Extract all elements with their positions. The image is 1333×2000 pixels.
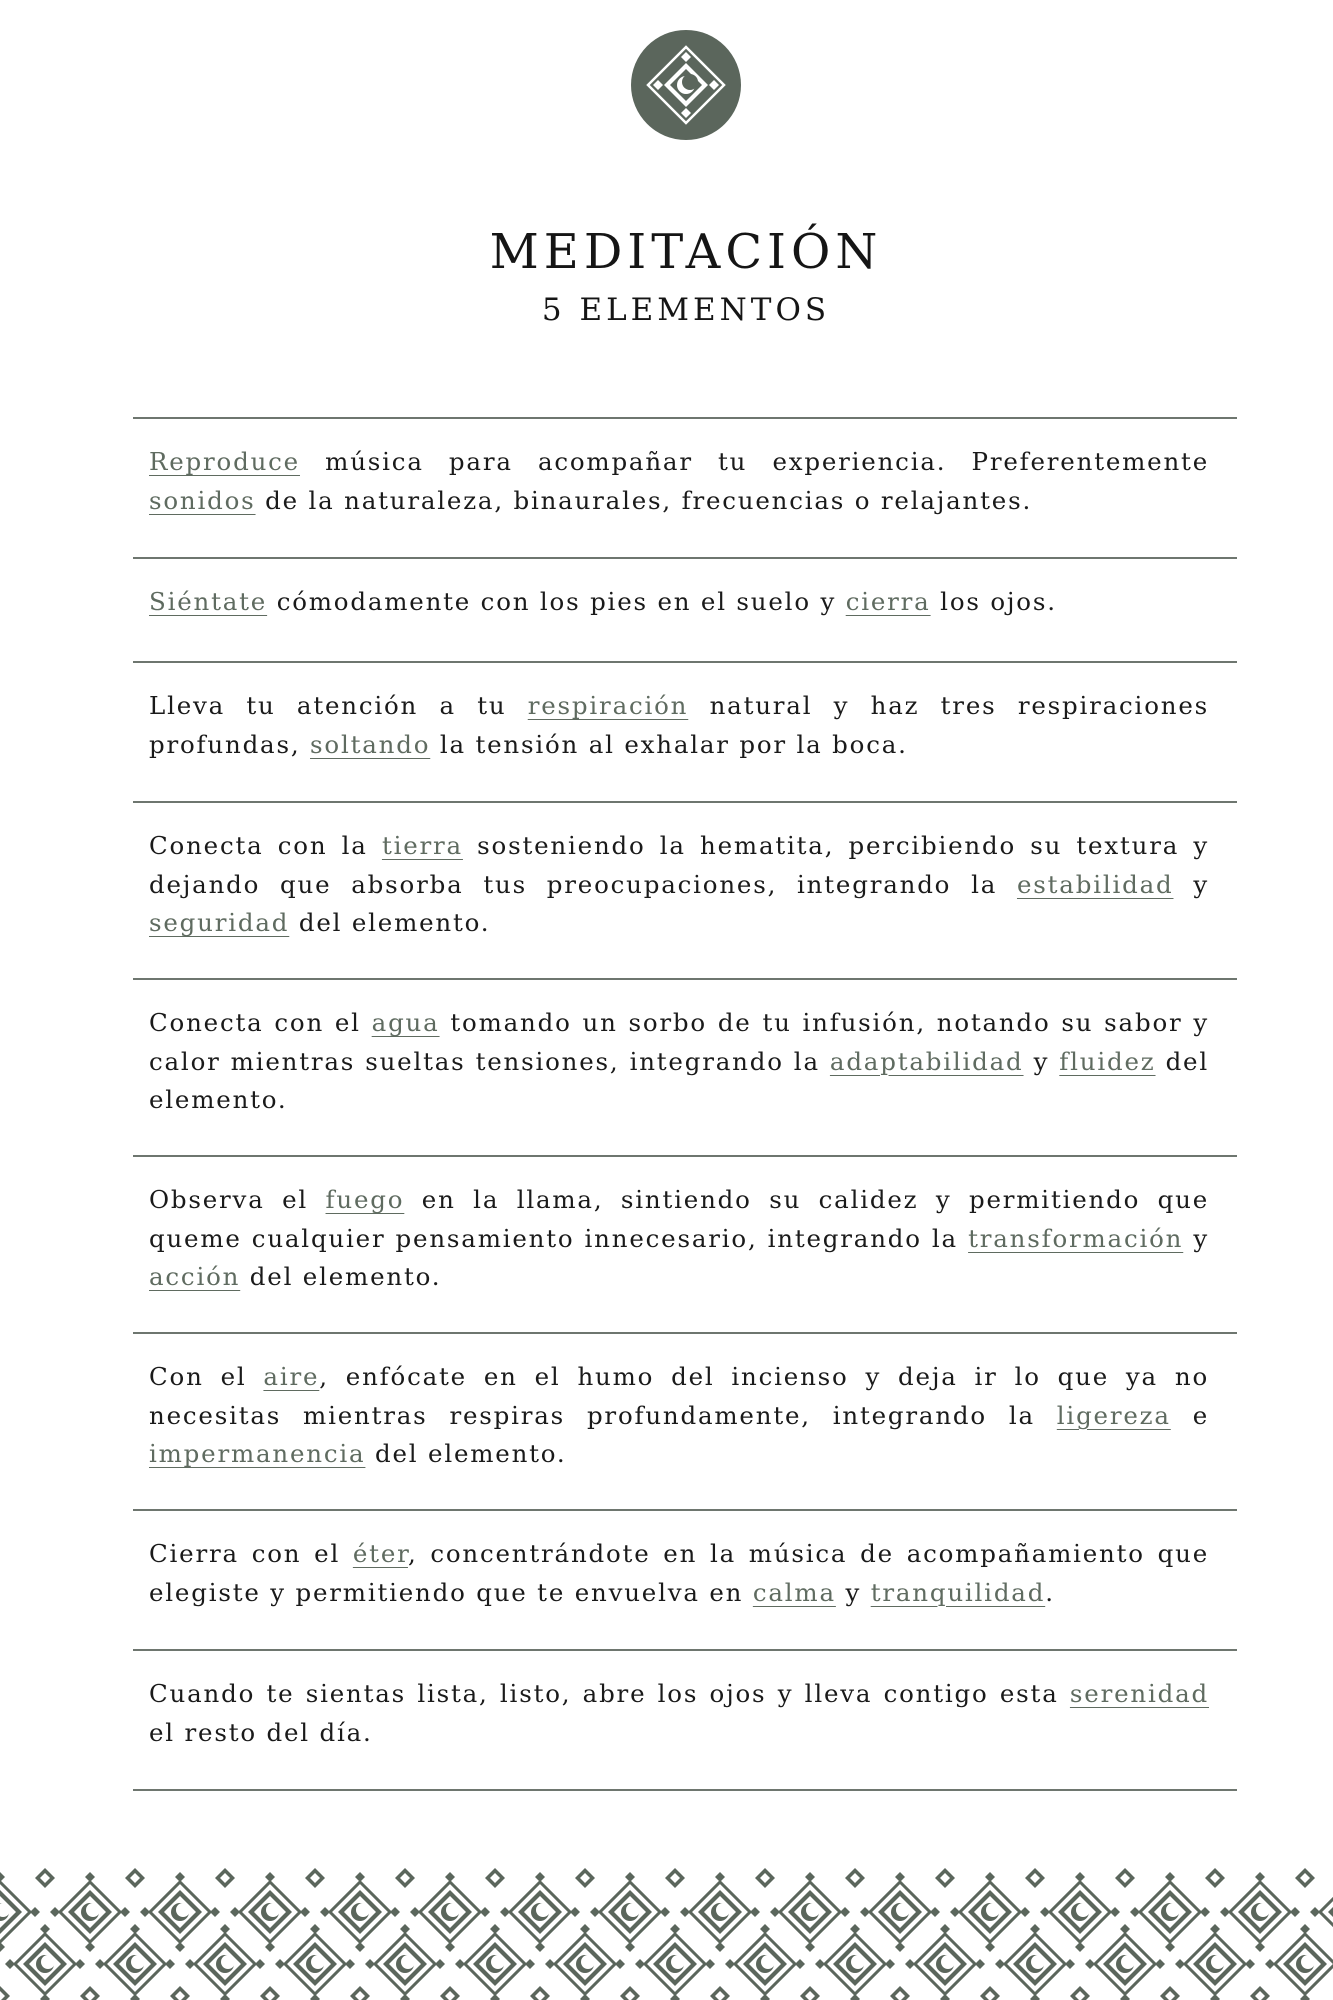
step-text — [149, 687, 1209, 764]
step-item — [133, 1651, 1237, 1791]
step-text-segment: de la naturaleza, binaurales, frecuencias o relajantes. — [255, 485, 1033, 515]
step-text-segment: del elemento. — [149, 1046, 1209, 1114]
step-text-segment: del elemento. — [240, 1262, 442, 1291]
step-text — [149, 583, 1209, 622]
step-text-segment: del elemento. — [289, 908, 491, 937]
highlight-word: cierra — [845, 587, 931, 616]
highlight-word: ligereza — [1056, 1400, 1171, 1430]
step-text — [149, 443, 1209, 520]
step-text-segment: la tensión al exhalar por la boca. — [430, 729, 908, 759]
page-title: MEDITACIÓN — [489, 224, 883, 280]
step-item — [133, 559, 1237, 663]
step-item — [133, 663, 1237, 803]
step-text-segment: en la llama, sintiendo su calidez y permitiendo que queme cualquier pensamiento innecesario, integrando la — [149, 1185, 1209, 1253]
step-item — [133, 980, 1237, 1157]
step-text-segment: Cierra con el — [149, 1539, 353, 1568]
step-text-segment: música para acompañar tu experiencia. Preferentemente — [299, 447, 1209, 476]
step-text-segment: el resto del día. — [149, 1717, 373, 1747]
diamond-moon-emblem-icon — [631, 30, 741, 140]
step-text-segment: y — [835, 1577, 871, 1607]
highlight-word: acción — [149, 1262, 241, 1291]
step-item — [133, 1511, 1237, 1651]
step-text-segment: Conecta con el — [149, 1008, 372, 1037]
step-item — [133, 419, 1237, 559]
highlight-word: transformación — [968, 1223, 1184, 1253]
step-text-segment: Lleva tu atención a tu — [149, 691, 528, 720]
step-text-segment: , enfócate en el humo del incienso y deja ir lo que ya no necesitas mientras respiras profundamente, integrando la — [149, 1362, 1209, 1430]
highlight-word: agua — [371, 1008, 440, 1037]
diamond-moon-border-pattern-icon — [0, 1864, 1333, 2000]
highlight-word: soltando — [310, 729, 431, 759]
highlight-word: aire — [263, 1362, 320, 1391]
step-text-segment: e — [1170, 1400, 1209, 1430]
highlight-word: Siéntate — [149, 587, 268, 616]
step-item — [133, 1157, 1237, 1334]
highlight-word: serenidad — [1069, 1679, 1209, 1708]
step-text-segment: Observa el — [149, 1185, 326, 1214]
highlight-word: seguridad — [149, 908, 290, 937]
highlight-word: respiración — [527, 691, 689, 720]
step-text-segment: Con el — [149, 1362, 264, 1391]
step-text-segment: del elemento. — [365, 1439, 567, 1468]
step-text-segment: . — [1045, 1577, 1055, 1607]
step-text-segment: y — [1183, 1223, 1209, 1253]
highlight-word: estabilidad — [1016, 869, 1174, 899]
step-text-segment: natural y haz tres respiraciones profundas, — [149, 691, 1209, 759]
step-text — [149, 1358, 1209, 1474]
highlight-word: impermanencia — [149, 1439, 366, 1468]
highlight-word: Reproduce — [149, 447, 300, 476]
highlight-word: fuego — [325, 1185, 405, 1214]
highlight-word: tierra — [381, 831, 463, 860]
step-text — [149, 1675, 1209, 1752]
step-text-segment: , concentrándote en la música de acompañamiento que elegiste y permitiendo que te envuelva en — [149, 1539, 1209, 1607]
step-item — [133, 803, 1237, 980]
page-subtitle: 5 ELEMENTOS — [541, 292, 831, 328]
step-text-segment: Cuando te sientas lista, listo, abre los ojos y lleva contigo esta — [149, 1679, 1070, 1708]
highlight-word: fluidez — [1059, 1046, 1156, 1076]
steps-list — [133, 417, 1237, 1791]
step-item — [133, 1334, 1237, 1511]
highlight-word: calma — [752, 1577, 836, 1607]
step-text — [149, 1004, 1209, 1120]
step-text-segment: tomando un sorbo de tu infusión, notando su sabor y calor mientras sueltas tensiones, integrando la — [149, 1008, 1209, 1076]
step-text — [149, 1181, 1209, 1297]
step-text-segment: los ojos. — [930, 587, 1057, 616]
highlight-word: adaptabilidad — [829, 1046, 1024, 1076]
step-text-segment: sosteniendo la hematita, percibiendo su textura y dejando que absorba tus preocupaciones, integrando la — [149, 831, 1209, 899]
highlight-word: éter — [352, 1539, 408, 1568]
step-text-segment: y — [1023, 1046, 1060, 1076]
step-text-segment: Conecta con la — [149, 831, 382, 860]
step-text-segment: y — [1173, 869, 1209, 899]
highlight-word: tranquilidad — [870, 1577, 1046, 1607]
highlight-word: sonidos — [149, 485, 256, 515]
step-text — [149, 827, 1209, 943]
step-text-segment: cómodamente con los pies en el suelo y — [267, 587, 846, 616]
step-text — [149, 1535, 1209, 1612]
